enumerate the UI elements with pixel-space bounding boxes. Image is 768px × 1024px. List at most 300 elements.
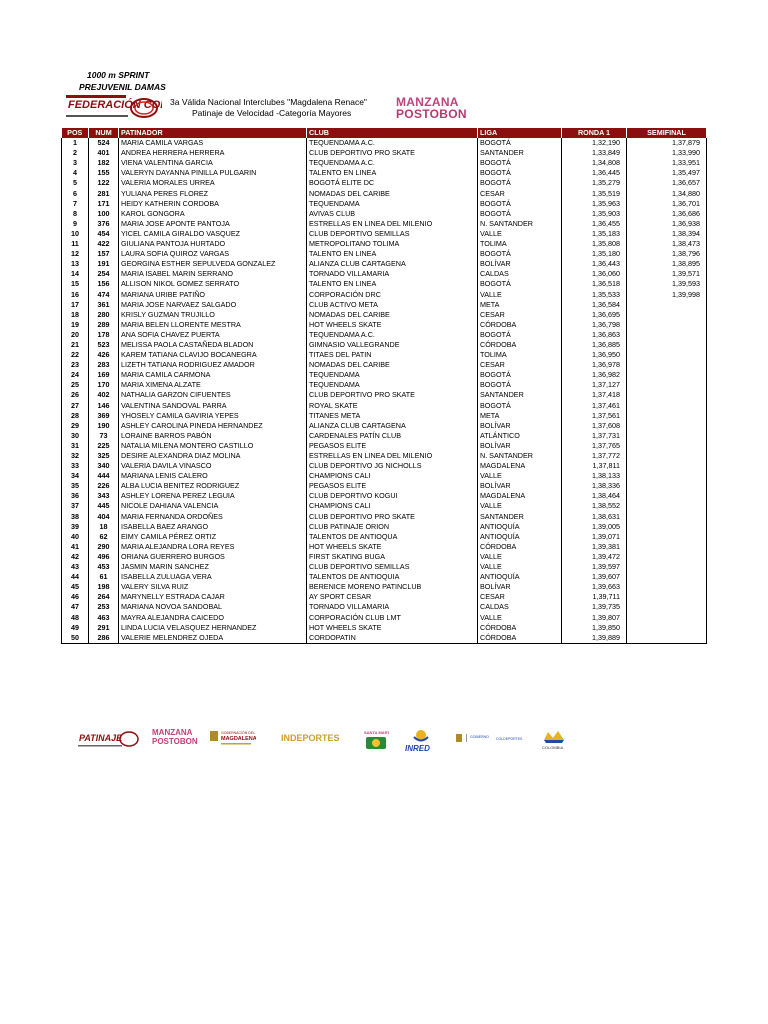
cell-liga: CÓRDOBA xyxy=(478,542,562,552)
cell-semifinal xyxy=(627,370,707,380)
cell-ronda-1: 1,37,461 xyxy=(562,401,627,411)
cell-ronda-1: 1,39,711 xyxy=(562,592,627,602)
cell-ronda-1: 1,34,808 xyxy=(562,158,627,168)
cell-num: 170 xyxy=(89,380,119,390)
cell-liga: SANTANDER xyxy=(478,390,562,400)
cell-liga: ATLÁNTICO xyxy=(478,431,562,441)
cell-patinador: VALERIE MELENDREZ OJEDA xyxy=(119,633,307,644)
cell-liga: N. SANTANDER xyxy=(478,219,562,229)
cell-patinador: ASHLEY LORENA PEREZ LEGUIA xyxy=(119,491,307,501)
cell-num: 325 xyxy=(89,451,119,461)
cell-patinador: ANA SOFIA CHAVEZ PUERTA xyxy=(119,330,307,340)
gobierno-text: GOBIERNO xyxy=(470,735,489,739)
cell-patinador: NATHALIA GARZON CIFUENTES xyxy=(119,390,307,400)
cell-num: 444 xyxy=(89,471,119,481)
cell-pos: 36 xyxy=(62,491,89,501)
cell-liga: CESAR xyxy=(478,360,562,370)
cell-patinador: LORAINE BARROS PABÓN xyxy=(119,431,307,441)
cell-patinador: MARIA CAMILA CARMONA xyxy=(119,370,307,380)
cell-ronda-1: 1,35,808 xyxy=(562,239,627,249)
cell-num: 404 xyxy=(89,512,119,522)
cell-liga: N. SANTANDER xyxy=(478,451,562,461)
cell-liga: VALLE xyxy=(478,552,562,562)
cell-num: 474 xyxy=(89,290,119,300)
cell-pos: 21 xyxy=(62,340,89,350)
table-row xyxy=(62,623,707,633)
table-row xyxy=(62,229,707,239)
cell-pos: 41 xyxy=(62,542,89,552)
cell-semifinal xyxy=(627,522,707,532)
table-row xyxy=(62,138,707,148)
cell-pos: 40 xyxy=(62,532,89,542)
cell-ronda-1: 1,39,850 xyxy=(562,623,627,633)
cell-num: 73 xyxy=(89,431,119,441)
cell-pos: 33 xyxy=(62,461,89,471)
cell-semifinal: 1,34,880 xyxy=(627,189,707,199)
cell-club: TALENTO EN LINEA xyxy=(307,249,478,259)
cell-num: 254 xyxy=(89,269,119,279)
table-row xyxy=(62,350,707,360)
santa-marta-logo xyxy=(363,728,389,754)
cell-liga: TOLIMA xyxy=(478,239,562,249)
cell-patinador: KAROL GONGORA xyxy=(119,209,307,219)
event-name: 3a Válida Nacional Interclubes "Magdalena Renace" xyxy=(170,97,367,107)
cell-pos: 3 xyxy=(62,158,89,168)
cell-ronda-1: 1,35,519 xyxy=(562,189,627,199)
cell-semifinal: 1,38,796 xyxy=(627,249,707,259)
cell-semifinal: 1,36,686 xyxy=(627,209,707,219)
cell-patinador: YHOSELY CAMILA GAVIRIA YEPES xyxy=(119,411,307,421)
cell-ronda-1: 1,38,464 xyxy=(562,491,627,501)
cell-num: 291 xyxy=(89,623,119,633)
cell-patinador: YICEL CAMILA GIRALDO VASQUEZ xyxy=(119,229,307,239)
cell-semifinal: 1,36,938 xyxy=(627,219,707,229)
table-row xyxy=(62,522,707,532)
cell-liga: BOLÍVAR xyxy=(478,582,562,592)
cell-liga: CALDAS xyxy=(478,602,562,612)
cell-ronda-1: 1,37,608 xyxy=(562,421,627,431)
cell-patinador: MARYNELLY ESTRADA CAJAR xyxy=(119,592,307,602)
cell-num: 422 xyxy=(89,239,119,249)
cell-pos: 50 xyxy=(62,633,89,644)
cell-club: CLUB PATINAJE ORION xyxy=(307,522,478,532)
table-row xyxy=(62,542,707,552)
cell-num: 426 xyxy=(89,350,119,360)
cell-semifinal: 1,39,571 xyxy=(627,269,707,279)
cell-patinador: LINDA LUCIA VELASQUEZ HERNANDEZ xyxy=(119,623,307,633)
cell-num: 264 xyxy=(89,592,119,602)
table-row xyxy=(62,481,707,491)
table-row xyxy=(62,249,707,259)
cell-semifinal xyxy=(627,562,707,572)
cell-semifinal xyxy=(627,411,707,421)
brand-line-2: POSTOBON xyxy=(396,107,467,121)
cell-liga: SANTANDER xyxy=(478,512,562,522)
cell-semifinal xyxy=(627,532,707,542)
cell-ronda-1: 1,37,811 xyxy=(562,461,627,471)
cell-liga: BOGOTÁ xyxy=(478,138,562,148)
indeportes-logo: INDEPORTES xyxy=(281,733,340,743)
cell-pos: 8 xyxy=(62,209,89,219)
table-row xyxy=(62,259,707,269)
table-row xyxy=(62,168,707,178)
cell-patinador: MARIA ALEJANDRA LORA REYES xyxy=(119,542,307,552)
cell-pos: 49 xyxy=(62,623,89,633)
cell-ronda-1: 1,39,005 xyxy=(562,522,627,532)
cell-ronda-1: 1,39,889 xyxy=(562,633,627,644)
cell-num: 225 xyxy=(89,441,119,451)
cell-num: 289 xyxy=(89,320,119,330)
cell-club: HOT WHEELS SKATE xyxy=(307,542,478,552)
federation-logo xyxy=(66,95,162,121)
table-row xyxy=(62,471,707,481)
cell-ronda-1: 1,36,060 xyxy=(562,269,627,279)
cell-patinador: VALERY SILVA RUIZ xyxy=(119,582,307,592)
table-row xyxy=(62,370,707,380)
cell-pos: 45 xyxy=(62,582,89,592)
cell-ronda-1: 1,35,183 xyxy=(562,229,627,239)
cell-club: TORNADO VILLAMARIA xyxy=(307,269,478,279)
magdalena-line-2: MAGDALENA xyxy=(221,736,256,742)
table-row xyxy=(62,602,707,612)
cell-patinador: VALERYN DAYANNA PINILLA PULGARIN xyxy=(119,168,307,178)
cell-pos: 30 xyxy=(62,431,89,441)
table-row xyxy=(62,360,707,370)
cell-pos: 34 xyxy=(62,471,89,481)
cell-club: TALENTO EN LINEA xyxy=(307,168,478,178)
table-row xyxy=(62,340,707,350)
cell-semifinal xyxy=(627,380,707,390)
cell-patinador: ALLISON NIKOL GOMEZ SERRATO xyxy=(119,279,307,289)
cell-ronda-1: 1,36,950 xyxy=(562,350,627,360)
cell-pos: 23 xyxy=(62,360,89,370)
cell-club: ESTRELLAS EN LINEA DEL MILENIO xyxy=(307,451,478,461)
table-header-row xyxy=(62,128,707,138)
cell-semifinal xyxy=(627,552,707,562)
cell-liga: SANTANDER xyxy=(478,148,562,158)
cell-ronda-1: 1,36,863 xyxy=(562,330,627,340)
cell-liga: META xyxy=(478,411,562,421)
cell-ronda-1: 1,36,443 xyxy=(562,259,627,269)
cell-pos: 5 xyxy=(62,178,89,188)
cell-pos: 4 xyxy=(62,168,89,178)
cell-pos: 12 xyxy=(62,249,89,259)
cell-patinador: MARIA JOSE APONTE PANTOJA xyxy=(119,219,307,229)
category-title: PREJUVENIL DAMAS xyxy=(79,82,166,92)
cell-club: NOMADAS DEL CARIBE xyxy=(307,310,478,320)
cell-club: TALENTOS DE ANTIOQUA xyxy=(307,532,478,542)
cell-club: NOMADAS DEL CARIBE xyxy=(307,360,478,370)
cell-club: CLUB DEPORTIVO SEMILLAS xyxy=(307,562,478,572)
gobierno-coldeportes-logo xyxy=(456,728,524,754)
cell-num: 146 xyxy=(89,401,119,411)
cell-pos: 10 xyxy=(62,229,89,239)
cell-semifinal xyxy=(627,300,707,310)
cell-num: 178 xyxy=(89,330,119,340)
cell-liga: VALLE xyxy=(478,501,562,511)
cell-patinador: GEORGINA ESTHER SEPULVEDA GONZALEZ xyxy=(119,259,307,269)
table-row xyxy=(62,290,707,300)
table-row xyxy=(62,219,707,229)
cell-liga: CÓRDOBA xyxy=(478,623,562,633)
cell-semifinal: 1,38,473 xyxy=(627,239,707,249)
cell-ronda-1: 1,37,418 xyxy=(562,390,627,400)
inred-text: INRED xyxy=(405,744,430,753)
cell-liga: CALDAS xyxy=(478,269,562,279)
cell-semifinal xyxy=(627,582,707,592)
cell-liga: META xyxy=(478,300,562,310)
cell-semifinal xyxy=(627,501,707,511)
cell-ronda-1: 1,37,772 xyxy=(562,451,627,461)
cell-num: 156 xyxy=(89,279,119,289)
cell-num: 182 xyxy=(89,158,119,168)
cell-ronda-1: 1,39,663 xyxy=(562,582,627,592)
cell-semifinal xyxy=(627,350,707,360)
cell-ronda-1: 1,35,963 xyxy=(562,199,627,209)
cell-pos: 6 xyxy=(62,189,89,199)
cell-liga: VALLE xyxy=(478,229,562,239)
cell-semifinal: 1,37,879 xyxy=(627,138,707,148)
cell-num: 281 xyxy=(89,189,119,199)
cell-liga: BOGOTÁ xyxy=(478,330,562,340)
cell-liga: VALLE xyxy=(478,562,562,572)
cell-liga: ANTIOQUÍA xyxy=(478,522,562,532)
cell-semifinal xyxy=(627,471,707,481)
table-row xyxy=(62,592,707,602)
cell-ronda-1: 1,39,071 xyxy=(562,532,627,542)
cell-patinador: LIZETH TATIANA RODRIGUEZ AMADOR xyxy=(119,360,307,370)
cell-ronda-1: 1,36,885 xyxy=(562,340,627,350)
sponsor-bar xyxy=(78,728,578,758)
cell-semifinal xyxy=(627,320,707,330)
sprint-title: 1000 m SPRINT xyxy=(87,70,150,80)
cell-semifinal xyxy=(627,330,707,340)
table-row xyxy=(62,582,707,592)
cell-num: 401 xyxy=(89,148,119,158)
table-row xyxy=(62,269,707,279)
cell-semifinal xyxy=(627,633,707,644)
cell-liga: BOGOTÁ xyxy=(478,249,562,259)
cell-club: METROPOLITANO TOLIMA xyxy=(307,239,478,249)
cell-ronda-1: 1,37,561 xyxy=(562,411,627,421)
cell-semifinal xyxy=(627,421,707,431)
cell-club: HOT WHEELS SKATE xyxy=(307,623,478,633)
column-header-ronda-1: RONDA 1 xyxy=(562,128,627,138)
cell-num: 445 xyxy=(89,501,119,511)
cell-patinador: MARIA ISABEL MARIN SERRANO xyxy=(119,269,307,279)
cell-club: TEQUENDAMA A.C. xyxy=(307,138,478,148)
cell-pos: 39 xyxy=(62,522,89,532)
cell-patinador: ORIANA GUERRERO BURGOS xyxy=(119,552,307,562)
cell-club: CARDENALES PATÍN CLUB xyxy=(307,431,478,441)
event-category: Patinaje de Velocidad -Categoría Mayores xyxy=(192,108,352,118)
cell-patinador: KAREM TATIANA CLAVIJO BOCANEGRA xyxy=(119,350,307,360)
cell-semifinal xyxy=(627,512,707,522)
cell-semifinal: 1,39,998 xyxy=(627,290,707,300)
cell-pos: 37 xyxy=(62,501,89,511)
cell-semifinal: 1,35,497 xyxy=(627,168,707,178)
cell-num: 343 xyxy=(89,491,119,501)
table-row xyxy=(62,330,707,340)
column-header-semifinal: SEMIFINAL xyxy=(627,128,707,138)
cell-semifinal xyxy=(627,310,707,320)
cell-club: TEQUENDAMA A.C. xyxy=(307,330,478,340)
cell-liga: VALLE xyxy=(478,471,562,481)
cell-patinador: KRISLY GUZMAN TRUJILLO xyxy=(119,310,307,320)
cell-patinador: MARIA CAMILA VARGAS xyxy=(119,138,307,148)
cell-club: TITANES META xyxy=(307,411,478,421)
table-row xyxy=(62,239,707,249)
cell-pos: 42 xyxy=(62,552,89,562)
cell-ronda-1: 1,39,381 xyxy=(562,542,627,552)
cell-patinador: VALERIA MORALES URREA xyxy=(119,178,307,188)
cell-semifinal xyxy=(627,441,707,451)
table-row xyxy=(62,552,707,562)
cell-pos: 32 xyxy=(62,451,89,461)
table-row xyxy=(62,401,707,411)
cell-num: 190 xyxy=(89,421,119,431)
cell-ronda-1: 1,32,190 xyxy=(562,138,627,148)
cell-club: ROYAL SKATE xyxy=(307,401,478,411)
cell-club: TEQUENDAMA xyxy=(307,370,478,380)
cell-pos: 31 xyxy=(62,441,89,451)
cell-club: TEQUENDAMA xyxy=(307,380,478,390)
cell-patinador: MARIANA URIBE PATIÑO xyxy=(119,290,307,300)
cell-semifinal xyxy=(627,340,707,350)
table-row xyxy=(62,390,707,400)
cell-pos: 19 xyxy=(62,320,89,330)
cell-pos: 15 xyxy=(62,279,89,289)
cell-patinador: MAYRA ALEJANDRA CAICEDO xyxy=(119,613,307,623)
cell-ronda-1: 1,35,533 xyxy=(562,290,627,300)
cell-ronda-1: 1,39,735 xyxy=(562,602,627,612)
magdalena-line-1: GOBERNACIÓN DEL xyxy=(221,731,256,735)
cell-semifinal: 1,38,394 xyxy=(627,229,707,239)
cell-num: 286 xyxy=(89,633,119,644)
cell-liga: VALLE xyxy=(478,290,562,300)
cell-club: CHAMPIONS CALI xyxy=(307,501,478,511)
table-row xyxy=(62,572,707,582)
cell-club: PEGASOS ELITE xyxy=(307,481,478,491)
cell-liga: ANTIOQUÍA xyxy=(478,572,562,582)
cell-pos: 11 xyxy=(62,239,89,249)
cell-num: 280 xyxy=(89,310,119,320)
table-row xyxy=(62,310,707,320)
table-row xyxy=(62,512,707,522)
cell-num: 463 xyxy=(89,613,119,623)
cell-num: 523 xyxy=(89,340,119,350)
cell-club: CLUB DEPORTIVO PRO SKATE xyxy=(307,390,478,400)
cell-club: CLUB ACTIVO META xyxy=(307,300,478,310)
cell-num: 18 xyxy=(89,522,119,532)
table-row xyxy=(62,501,707,511)
cell-patinador: MARIA BELEN LLORENTE MESTRA xyxy=(119,320,307,330)
cell-liga: CÓRDOBA xyxy=(478,633,562,644)
table-row xyxy=(62,380,707,390)
table-row xyxy=(62,613,707,623)
inred-logo xyxy=(404,728,438,754)
patinaje-logo-text: PATINAJE xyxy=(79,733,123,743)
cell-pos: 25 xyxy=(62,380,89,390)
cell-pos: 17 xyxy=(62,300,89,310)
cell-ronda-1: 1,36,518 xyxy=(562,279,627,289)
cell-semifinal: 1,36,701 xyxy=(627,199,707,209)
cell-semifinal xyxy=(627,431,707,441)
column-header-liga: LIGA xyxy=(478,128,562,138)
cell-patinador: ISABELLA ZULUAGA VERA xyxy=(119,572,307,582)
cell-club: BERENICE MORENO PATINCLUB xyxy=(307,582,478,592)
cell-pos: 38 xyxy=(62,512,89,522)
cell-semifinal xyxy=(627,491,707,501)
cell-club: CORPORACIÓN CLUB LMT xyxy=(307,613,478,623)
cell-patinador: YULIANA PERES FLOREZ xyxy=(119,189,307,199)
results-table xyxy=(61,128,707,644)
cell-club: CLUB DEPORTIVO PRO SKATE xyxy=(307,512,478,522)
cell-club: HOT WHEELS SKATE xyxy=(307,320,478,330)
cell-num: 122 xyxy=(89,178,119,188)
table-row xyxy=(62,441,707,451)
cell-patinador: ISABELLA BAEZ ARANGO xyxy=(119,522,307,532)
cell-liga: BOLÍVAR xyxy=(478,481,562,491)
cell-pos: 29 xyxy=(62,421,89,431)
cell-pos: 28 xyxy=(62,411,89,421)
table-row xyxy=(62,431,707,441)
federation-logo-text: FEDERACIÓN CO xyxy=(68,99,161,111)
table-row xyxy=(62,491,707,501)
cell-liga: MAGDALENA xyxy=(478,491,562,501)
cell-pos: 26 xyxy=(62,390,89,400)
cell-liga: BOGOTÁ xyxy=(478,279,562,289)
table-row xyxy=(62,189,707,199)
cell-ronda-1: 1,35,279 xyxy=(562,178,627,188)
cell-num: 290 xyxy=(89,542,119,552)
cell-patinador: DESIRE ALEXANDRA DIAZ MOLINA xyxy=(119,451,307,461)
cell-num: 283 xyxy=(89,360,119,370)
cell-ronda-1: 1,36,445 xyxy=(562,168,627,178)
cell-club: GIMNASIO VALLEGRANDE xyxy=(307,340,478,350)
cell-ronda-1: 1,33,849 xyxy=(562,148,627,158)
cell-patinador: MARIA FERNANDA ORDOÑES xyxy=(119,512,307,522)
cell-club: TEQUENDAMA A.C. xyxy=(307,158,478,168)
cell-semifinal xyxy=(627,613,707,623)
cell-semifinal xyxy=(627,481,707,491)
cell-num: 454 xyxy=(89,229,119,239)
cell-semifinal xyxy=(627,401,707,411)
cell-pos: 18 xyxy=(62,310,89,320)
cell-club: ESTRELLAS EN LINEA DEL MILENIO xyxy=(307,219,478,229)
cell-semifinal xyxy=(627,602,707,612)
table-row xyxy=(62,421,707,431)
cell-club: CLUB DEPORTIVO KOGUI xyxy=(307,491,478,501)
cell-semifinal: 1,39,593 xyxy=(627,279,707,289)
cell-semifinal xyxy=(627,623,707,633)
cell-pos: 47 xyxy=(62,602,89,612)
cell-ronda-1: 1,38,552 xyxy=(562,501,627,511)
cell-pos: 7 xyxy=(62,199,89,209)
cell-num: 61 xyxy=(89,572,119,582)
sponsor-postobon-text: POSTOBON xyxy=(152,737,198,746)
cell-liga: BOLÍVAR xyxy=(478,441,562,451)
cell-pos: 46 xyxy=(62,592,89,602)
cell-liga: BOGOTÁ xyxy=(478,168,562,178)
santa-marta-text: SANTA MAR xyxy=(364,730,388,735)
cell-semifinal: 1,38,895 xyxy=(627,259,707,269)
cell-pos: 24 xyxy=(62,370,89,380)
cell-semifinal xyxy=(627,451,707,461)
cell-semifinal xyxy=(627,390,707,400)
table-row xyxy=(62,279,707,289)
cell-num: 340 xyxy=(89,461,119,471)
